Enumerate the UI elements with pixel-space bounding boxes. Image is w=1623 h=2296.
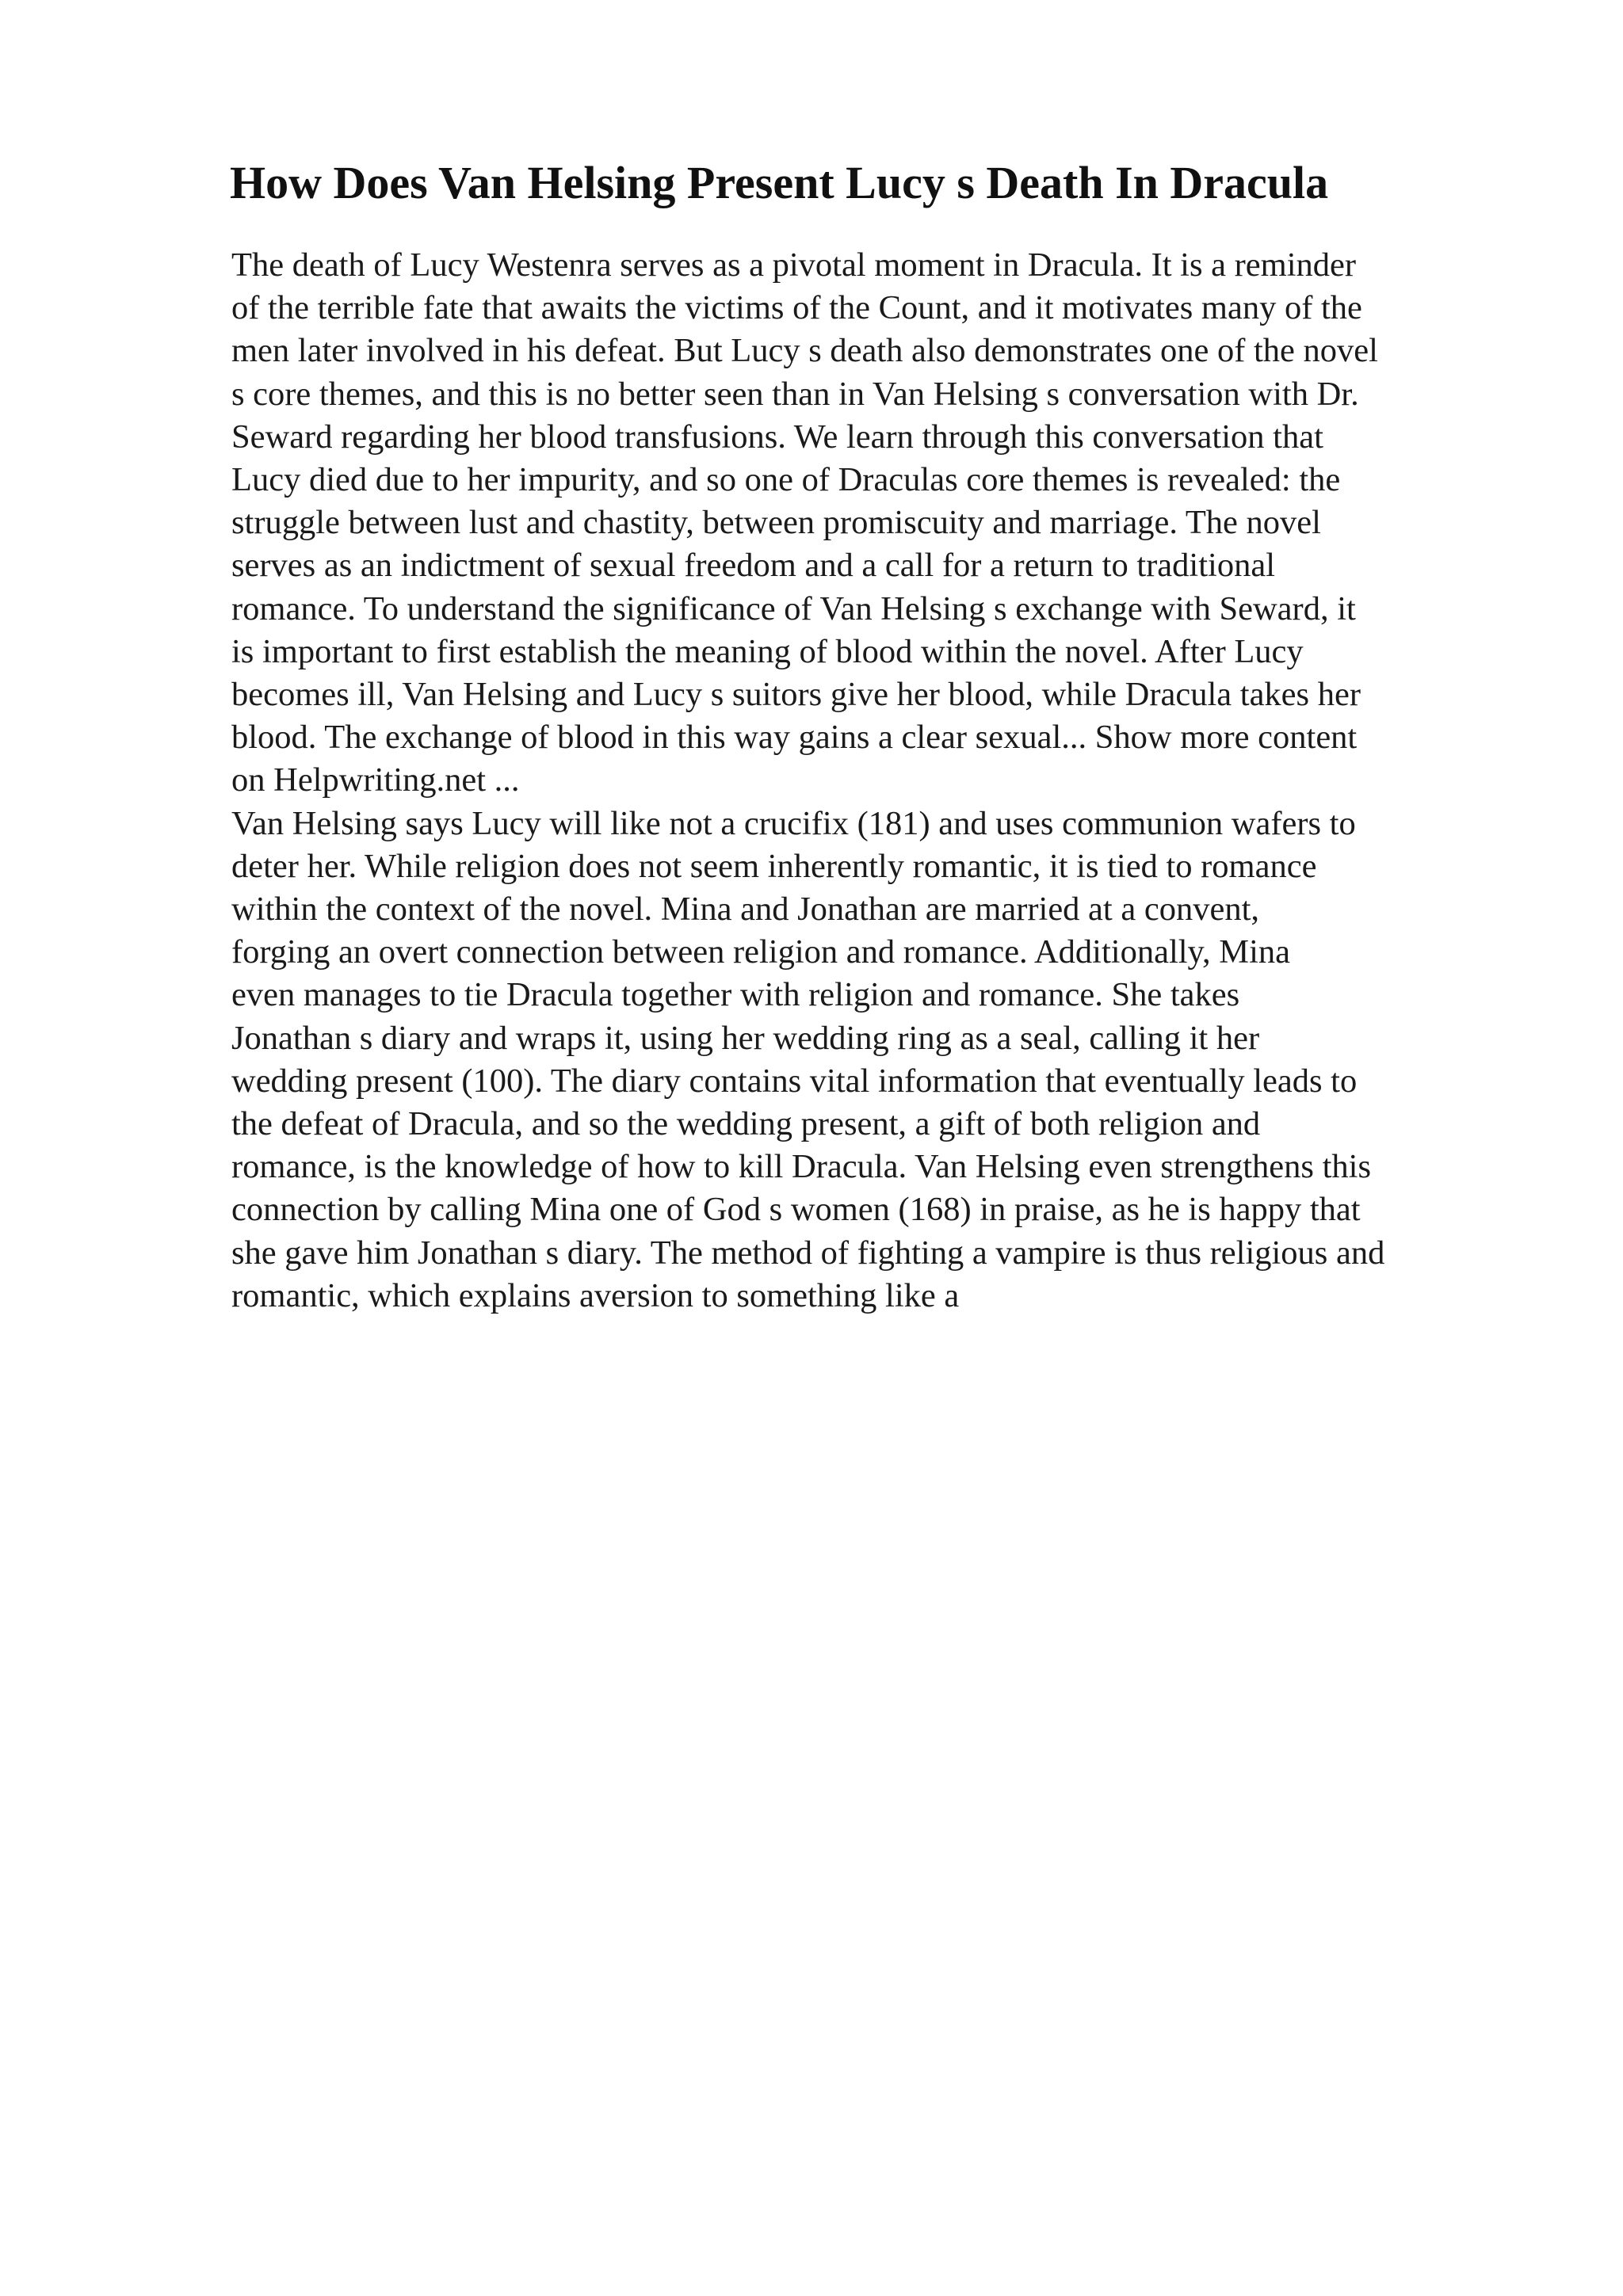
text-line: blood. The exchange of blood in this way gains a clear sexual... Show more content (231, 719, 1358, 757)
text-line: wedding present (100). The diary contains vital information that eventually leads to (231, 1062, 1358, 1100)
text-line: is important to first establish the meaning of blood within the novel. After Lucy (231, 632, 1304, 670)
text-line: forging an overt connection between religion and romance. Additionally, Mina (231, 933, 1291, 971)
text-line: The death of Lucy Westenra serves as a pivotal moment in Dracula. It is a reminder (231, 246, 1357, 284)
text-line: even manages to tie Dracula together with religion and romance. She takes (231, 976, 1240, 1014)
text-line: on Helpwriting.net ... (231, 761, 520, 799)
text-line: she gave him Jonathan s diary. The method of fighting a vampire is thus religious and (231, 1234, 1385, 1272)
text-line: serves as an indictment of sexual freedom and a call for a return to traditional (231, 547, 1276, 585)
text-line: romance. To understand the significance of Van Helsing s exchange with Seward, it (231, 589, 1356, 627)
text-line: Seward regarding her blood transfusions. We learn through this conversation that (231, 418, 1323, 456)
text-line: struggle between lust and chastity, between promiscuity and marriage. The novel (231, 504, 1321, 542)
text-line: the defeat of Dracula, and so the wedding present, a gift of both religion and (231, 1105, 1261, 1143)
text-line: deter her. While religion does not seem inherently romantic, it is tied to romance (231, 847, 1317, 885)
text-line: within the context of the novel. Mina and Jonathan are married at a convent, (231, 891, 1259, 929)
page-title: How Does Van Helsing Present Lucy s Death In Dracula (230, 157, 1329, 208)
text-line: romantic, which explains aversion to something like a (231, 1276, 960, 1314)
text-line: Jonathan s diary and wraps it, using her wedding ring as a seal, calling it her (231, 1019, 1260, 1057)
text-line: romance, is the knowledge of how to kill Dracula. Van Helsing even strengthens this (231, 1148, 1371, 1186)
text-line: of the terrible fate that awaits the victims of the Count, and it motivates many of the (231, 289, 1362, 327)
text-line: Lucy died due to her impurity, and so one of Draculas core themes is revealed: the (231, 461, 1341, 499)
text-line: becomes ill, Van Helsing and Lucy s suitors give her blood, while Dracula takes her (231, 676, 1361, 714)
text-line: men later involved in his defeat. But Lucy s death also demonstrates one of the novel (231, 332, 1378, 370)
text-line: s core themes, and this is no better seen than in Van Helsing s conversation with Dr. (231, 375, 1359, 413)
text-line: connection by calling Mina one of God s women (168) in praise, as he is happy that (231, 1191, 1361, 1229)
essay-body (231, 244, 1515, 1318)
text-line: Van Helsing says Lucy will like not a crucifix (181) and uses communion wafers to (231, 804, 1356, 842)
